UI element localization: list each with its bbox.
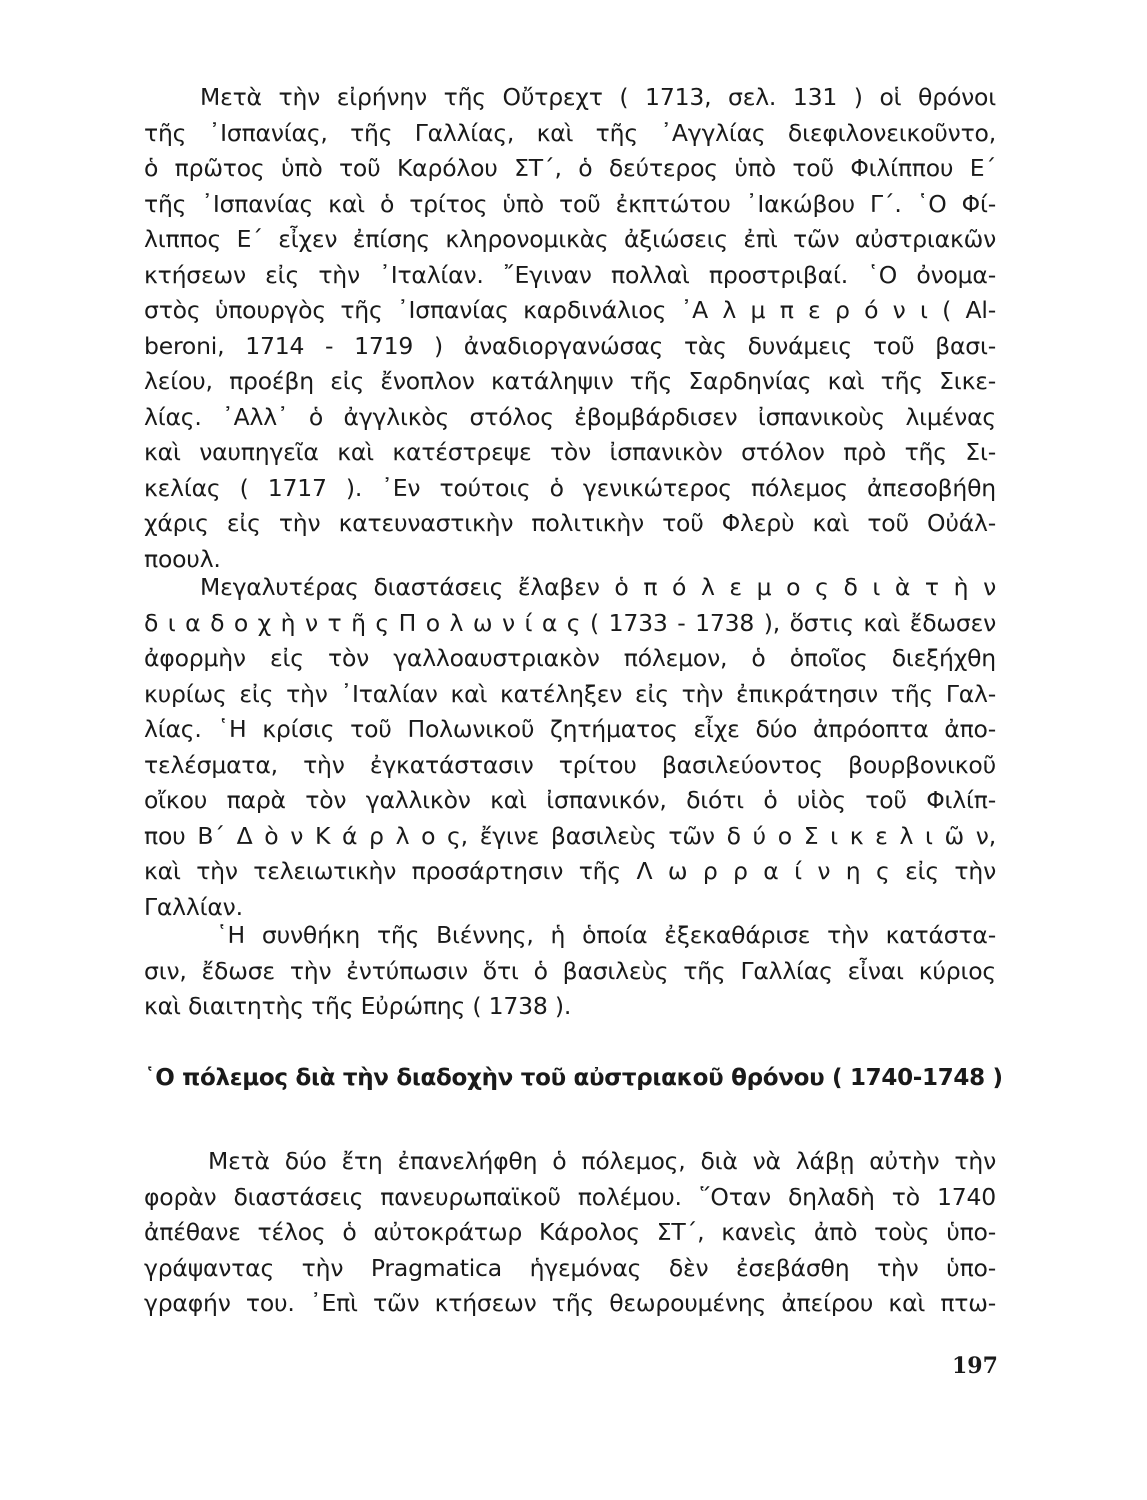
paragraph-4-line: γράψαντας τὴν Pragmatica ἡγεμόνας δὲν ἐσεβάσθη τὴν ὑπο- xyxy=(144,1253,996,1282)
paragraph-3-line: καὶ διαιτητὴς τῆς Εὐρώπης ( 1738 ). xyxy=(144,992,572,1020)
paragraph-2-line: δ ι α δ ο χ ὴ ν τ ῆ ς Π ο λ ω ν ί α ς ( 1733 - 1738 ), ὅστις καὶ ἔδωσεν xyxy=(144,608,996,637)
paragraph-1-line: τῆς ᾿Ισπανίας καὶ ὁ τρίτος ὑπὸ τοῦ ἐκπτώτου ᾿Ιακώβου Γ΄. ῾Ο Φί- xyxy=(144,189,996,218)
paragraph-2-line: λίας. ῾Η κρίσις τοῦ Πολωνικοῦ ζητήματος εἶχε δύο ἀπρόοπτα ἀπο- xyxy=(144,715,996,743)
paragraph-1-line: beroni, 1714 - 1719 ) ἀναδιοργανώσας τὰς δυνάμεις τοῦ βασι- xyxy=(144,331,996,360)
paragraph-1-line: κτήσεων εἰς τὴν ᾿Ιταλίαν. ῎Εγιναν πολλαὶ προστριβαί. ῾Ο ὀνομα- xyxy=(144,260,996,289)
paragraph-4-line: ἀπέθανε τέλος ὁ αὐτοκράτωρ Κάρολος ΣΤ΄, κανεὶς ἀπὸ τοὺς ὑπο- xyxy=(144,1218,996,1246)
paragraph-4 xyxy=(144,1144,996,1322)
paragraph-2-line: Μεγαλυτέρας διαστάσεις ἔλαβεν ὁ π ό λ ε μ ο ς δ ι ὰ τ ὴ ν xyxy=(200,573,996,601)
paragraph-2-line: κυρίως εἰς τὴν ᾿Ιταλίαν καὶ κατέληξεν εἰς τὴν ἐπικράτησιν τῆς Γαλ- xyxy=(144,679,996,708)
paragraph-3-line: ῾Η συνθήκη τῆς Βιέννης, ἡ ὁποία ἐξεκαθάρισε τὴν κατάστα- xyxy=(216,921,996,949)
paragraph-4-line: Μετὰ δύο ἔτη ἐπανελήφθη ὁ πόλεμος, διὰ νὰ λάβῃ αὐτὴν τὴν xyxy=(208,1147,996,1175)
paragraph-3 xyxy=(144,918,996,1025)
paragraph-1-line: ποουλ. xyxy=(144,544,221,573)
paragraph-1-line: καὶ ναυπηγεῖα καὶ κατέστρεψε τὸν ἰσπανικὸν στόλον πρὸ τῆς Σι- xyxy=(144,438,996,466)
paragraph-3-line: σιν, ἔδωσε τὴν ἐντύπωσιν ὅτι ὁ βασιλεὺς τῆς Γαλλίας εἶναι κύριος xyxy=(144,956,996,985)
paragraph-2-line: Γαλλίαν. xyxy=(144,892,243,921)
paragraph-1 xyxy=(144,80,996,577)
page-number: 197 xyxy=(952,1353,998,1379)
paragraph-1-line: χάρις εἰς τὴν κατευναστικὴν πολιτικὴν τοῦ Φλερὺ καὶ τοῦ Οὐάλ- xyxy=(144,509,996,537)
paragraph-1-line: Μετὰ τὴν εἰρήνην τῆς Οὔτρεχτ ( 1713, σελ. 131 ) οἱ θρόνοι xyxy=(200,83,996,111)
paragraph-2-line: καὶ τὴν τελειωτικὴν προσάρτησιν τῆς Λ ω ρ ρ α ί ν η ς εἰς τὴν xyxy=(144,857,996,885)
paragraph-2-line: που Β΄ Δ ὸ ν Κ ά ρ λ ο ς, ἔγινε βασιλεὺς τῶν δ ύ ο Σ ι κ ε λ ι ῶ ν, xyxy=(144,821,996,850)
paragraph-2 xyxy=(144,570,996,925)
paragraph-1-line: ὁ πρῶτος ὑπὸ τοῦ Καρόλου ΣΤ΄, ὁ δεύτερος ὑπὸ τοῦ Φιλίππου Ε΄ xyxy=(144,154,996,182)
paragraph-2-line: οἴκου παρὰ τὸν γαλλικὸν καὶ ἰσπανικόν, διότι ὁ υἱὸς τοῦ Φιλίπ- xyxy=(144,786,996,814)
paragraph-1-line: λείου, προέβη εἰς ἔνοπλον κατάληψιν τῆς Σαρδηνίας καὶ τῆς Σικε- xyxy=(144,367,996,395)
paragraph-4-line: γραφήν του. ᾿Επὶ τῶν κτήσεων τῆς θεωρουμένης ἀπείρου καὶ πτω- xyxy=(144,1289,996,1317)
paragraph-1-line: κελίας ( 1717 ). ᾿Εν τούτοις ὁ γενικώτερος πόλεμος ἀπεσοβήθη xyxy=(144,473,996,502)
paragraph-1-line: τῆς ᾿Ισπανίας, τῆς Γαλλίας, καὶ τῆς ᾿Αγγλίας διεφιλονεικοῦντο, xyxy=(144,118,996,147)
paragraph-1-line: στὸς ὑπουργὸς τῆς ᾿Ισπανίας καρδινάλιος ᾿Α λ μ π ε ρ ό ν ι ( Al- xyxy=(144,296,996,324)
paragraph-1-line: λιππος Ε΄ εἶχεν ἐπίσης κληρονομικὰς ἀξιώσεις ἐπὶ τῶν αὐστριακῶν xyxy=(144,225,996,253)
section-heading: ῾Ο πόλεμος διὰ τὴν διαδοχὴν τοῦ αὐστριακοῦ θρόνου ( 1740-1748 ) xyxy=(144,1065,1003,1091)
paragraph-2-line: ἀφορμὴν εἰς τὸν γαλλοαυστριακὸν πόλεμον, ὁ ὁποῖος διεξήχθη xyxy=(144,644,996,672)
paragraph-1-line: λίας. ᾿Αλλ᾿ ὁ ἀγγλικὸς στόλος ἐβομβάρδισεν ἰσπανικοὺς λιμένας xyxy=(144,402,996,431)
paragraph-2-line: τελέσματα, τὴν ἐγκατάστασιν τρίτου βασιλεύοντος βουρβονικοῦ xyxy=(144,750,996,779)
paragraph-4-line: φορὰν διαστάσεις πανευρωπαϊκοῦ πολέμου. ῞Οταν δηλαδὴ τὸ 1740 xyxy=(144,1182,996,1211)
